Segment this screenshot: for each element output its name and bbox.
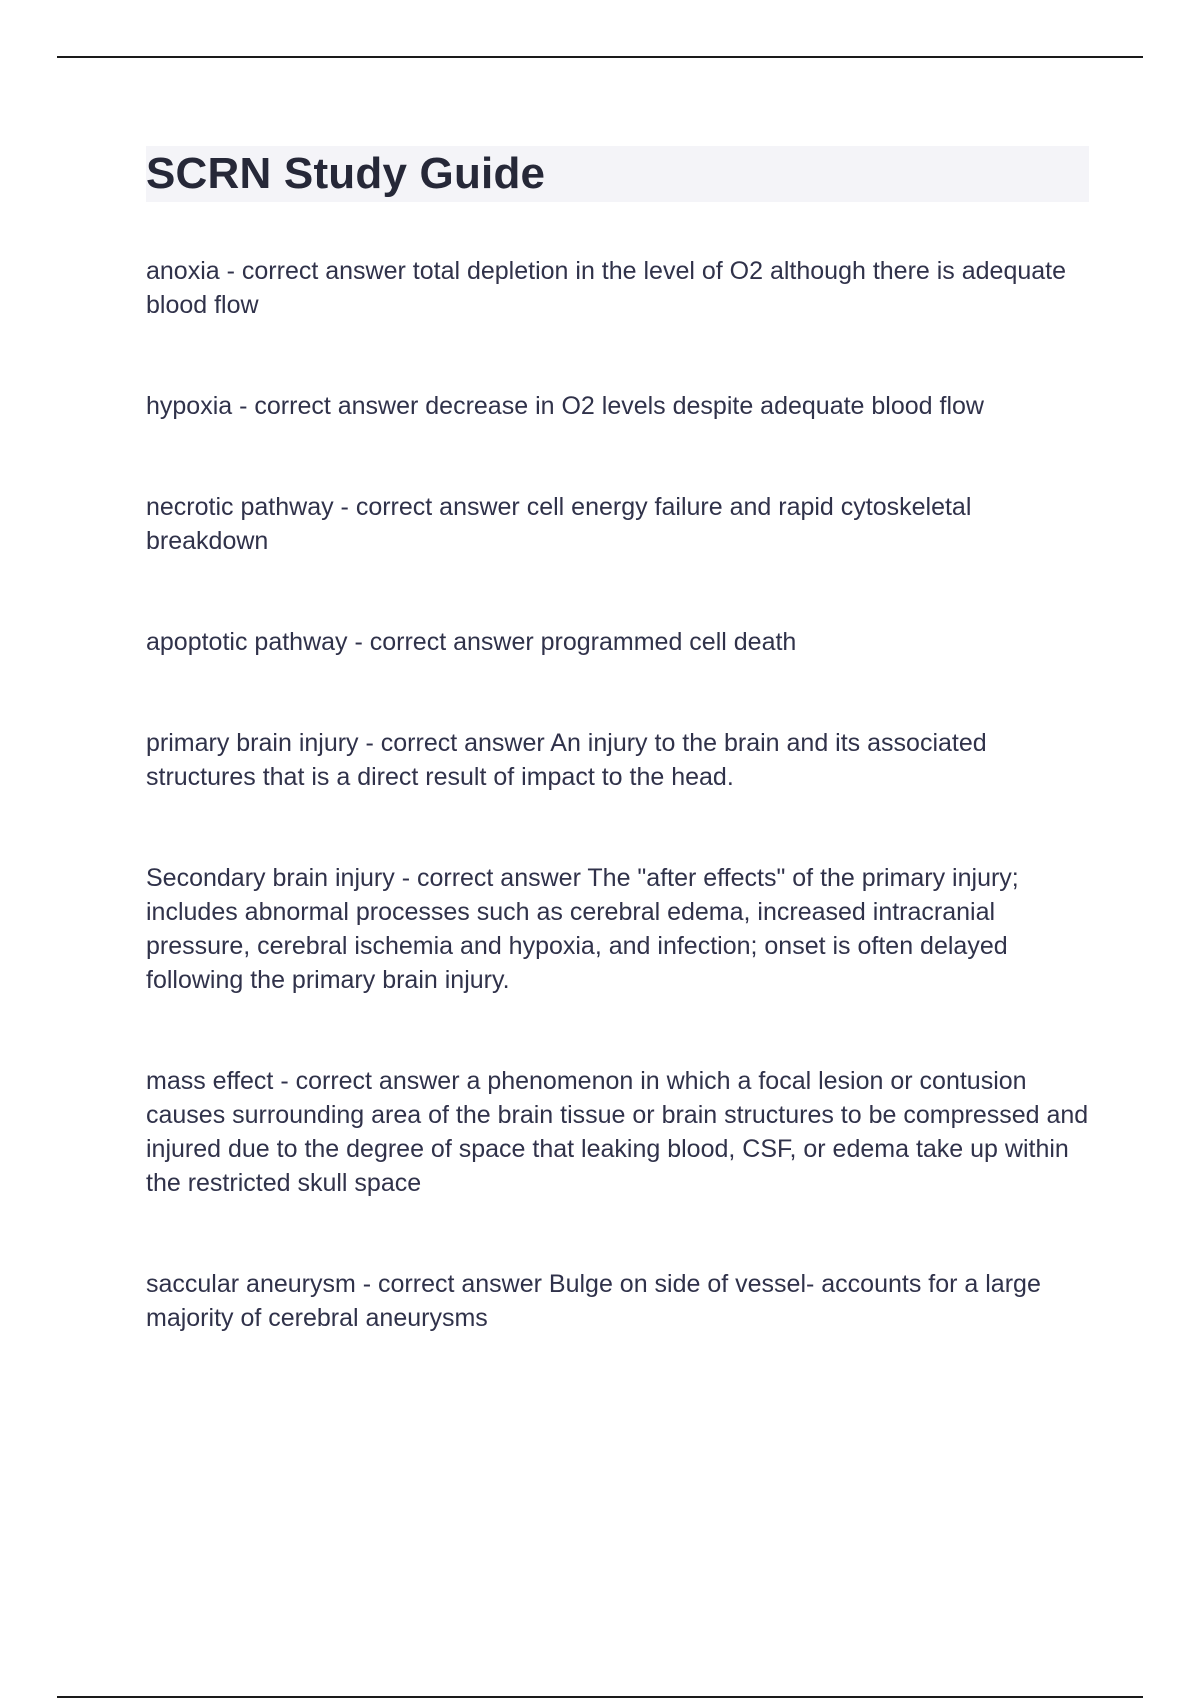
document-title: SCRN Study Guide (146, 149, 546, 198)
title-banner (146, 146, 1089, 202)
entry-mass-effect: mass effect - correct answer a phenomenon in which a focal lesion or contusion causes surrounding area of the brain tissue or brain structures to be compressed and injured due to the degree of space that leaking blood, CSF, or edema take up within the restricted skull space (146, 1067, 1089, 1197)
entry-primary-brain-injury: primary brain injury - correct answer An injury to the brain and its associated structures that is a direct result of impact to the head. (146, 729, 987, 791)
entry-apoptotic-pathway: apoptotic pathway - correct answer programmed cell death (146, 628, 797, 656)
entry-secondary-brain-injury: Secondary brain injury - correct answer The "after effects" of the primary injury; includes abnormal processes such as cerebral edema, increased intracranial pressure, cerebral ischemia and hypoxia, and infection; onset is often delayed following the primary brain injury. (146, 864, 1019, 994)
top-divider (57, 56, 1143, 58)
document-body (146, 146, 1089, 1402)
entry-hypoxia: hypoxia - correct answer decrease in O2 levels despite adequate blood flow (146, 392, 984, 420)
bottom-divider (57, 1696, 1143, 1698)
entry-anoxia: anoxia - correct answer total depletion in the level of O2 although there is adequate blood flow (146, 257, 1067, 319)
entry-necrotic-pathway: necrotic pathway - correct answer cell energy failure and rapid cytoskeletal breakdown (146, 493, 972, 555)
entry-saccular-aneurysm: saccular aneurysm - correct answer Bulge on side of vessel- accounts for a large majority of cerebral aneurysms (146, 1270, 1041, 1332)
